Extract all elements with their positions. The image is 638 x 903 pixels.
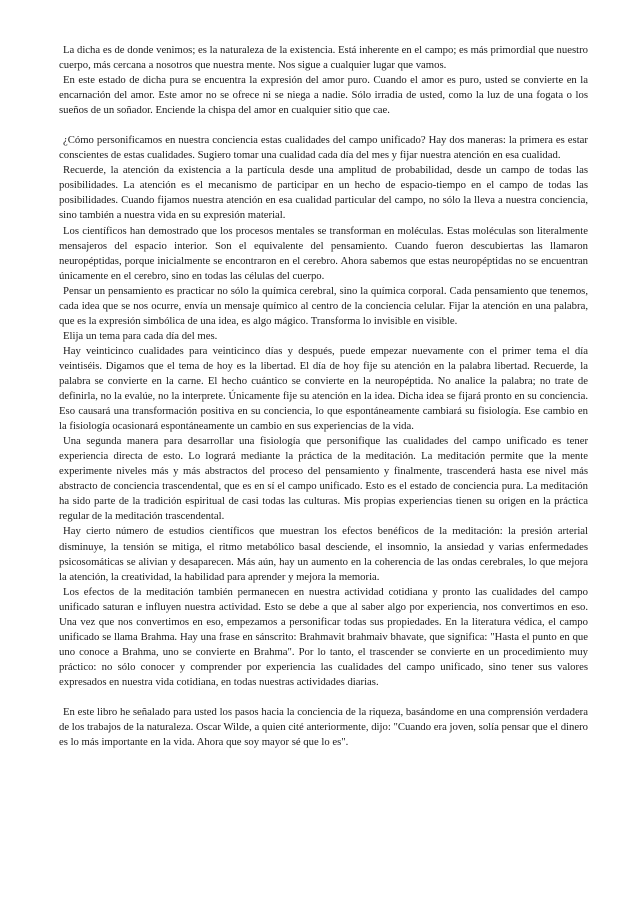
document-page [59,43,588,750]
paragraph: ¿Cómo personificamos en nuestra conciencia estas cualidades del campo unificado? Hay dos maneras: la primera es estar conscientes de estas cualidades. Sugiero tomar una cualidad cada día del mes y fijar nuestra atención en esa cualidad. [59,134,588,162]
paragraph: Los científicos han demostrado que los procesos mentales se transforman en moléculas. Estas moléculas son literalmente mensajeros del espacio interior. Son el equivalente del pensamiento. Cuando fueron descubiertas las llamaron neuropéptidas, porque inicialmente se encontraron en el cerebro. Ahora sabemos que estas neuropéptidas no se encuentran únicamente en el cerebro, sino en todas las células del cuerpo. [59,224,588,282]
paragraph: Elija un tema para cada día del mes. [63,329,218,342]
paragraph: Una segunda manera para desarrollar una fisiología que personifique las cualidades del campo unificado es tener experiencia directa de esto. Lo logrará mediante la práctica de la meditación. La meditación permite que la mente experimente niveles más y más abstractos del proceso del pensamiento y finalmente, trascenderá hasta ese nivel más abstracto de conciencia trascendental, que es en sí el campo unificado. Esto es el estado de conciencia pura. La meditación ha sido parte de la tradición espiritual de casi todas las culturas. Mis propias experiencias tienen su origen en la práctica regular de la meditación trascendental. [59,435,588,523]
paragraph: Hay veinticinco cualidades para veinticinco días y después, puede empezar nuevamente con el primer tema el día veintiséis. Digamos que el tema de hoy es la libertad. El día de hoy fije su atención en la palabra libertad. Recuerde, la palabra se convierte en la carne. El hecho cuántico se convierte en la neuropéptida. No analice la palabra; no trate de definirla, no la evalúe, no la interprete. Únicamente fije su atención en la idea. Dicha idea se fijará pronto en su conciencia. Eso causará una transformación positiva en su conciencia, lo que espontáneamente cambiará su fisiología. Ese cambio en la fisiología ocasionará espontáneamente un cambio en sus experiencias de la vida. [59,344,588,433]
paragraph: Hay cierto número de estudios científicos que muestran los efectos benéficos de la meditación: la presión arterial disminuye, la tensión se mitiga, el ritmo metabólico basal desciende, el insomnio, la ansiedad y varias enfermedades psicosomáticas se alivian y desaparecen. Más aún, hay un aumento en la coherencia de las ondas cerebrales, lo que mejora la atención, la creatividad, la habilidad para aprender y mejora la memoria. [59,525,588,583]
paragraph: Pensar un pensamiento es practicar no sólo la química cerebral, sino la química corporal. Cada pensamiento que tenemos, cada idea que se nos ocurre, envía un mensaje químico al centro de la conciencia celular. Fijar la atención en una palabra, que es la expresión simbólica de una idea, es algo mágico. Transforma lo invisible en visible. [59,284,588,327]
paragraph: Recuerde, la atención da existencia a la partícula desde una amplitud de probabilidad, desde un campo de todas las posibilidades. La atención es el mecanismo de participar en un hecho de espacio-tiempo en el campo de todas las posibilidades. Cuando fijamos nuestra atención en esa cualidad particular del campo, no sólo la lleva a nuestra conciencia, sino también a nuestra vida en su expresión material. [59,164,588,222]
paragraph: En este libro he señalado para usted los pasos hacia la conciencia de la riqueza, basándome en una comprensión verdadera de los trabajos de la naturaleza. Oscar Wilde, a quien cité anteriormente, dijo: "Cuando era joven, solía pensar que el dinero es lo más importante en la vida. Ahora que soy mayor sé que lo es". [59,705,588,749]
paragraph: La dicha es de donde venimos; es la naturaleza de la existencia. Está inherente en el campo; es más primordial que nuestro cuerpo, más cercana a nosotros que nuestra mente. Nos sigue a cualquier lugar que vamos. [59,44,588,72]
paragraph: En este estado de dicha pura se encuentra la expresión del amor puro. Cuando el amor es puro, usted se convierte en la encarnación del amor. Este amor no se ofrece ni se niega a nadie. Sólo irradia de usted, como la luz de una fogata o los sueños de un soñador. Enciende la chispa del amor en cualquier sitio que cae. [59,74,588,117]
paragraph: Los efectos de la meditación también permanecen en nuestra actividad cotidiana y pronto las cualidades del campo unificado saturan e influyen nuestra actividad. Esto se debe a que al saber algo por experiencia, nos convertimos en eso. Una vez que nos convertimos en eso, empezamos a personificar todas sus propiedades. En la literatura védica, el campo unificado se llama Brahma. Hay una frase en sánscrito: Brahmavit brahmaiv bhavate, que significa: "Hasta el punto en que uno conoce a Brahma, uno se convierte en Brahma". Por lo tanto, el trascender se convierte en un procedimiento muy práctico: no sólo conocer y comprender por experiencia las cualidades del campo unificado, sino tener sus valores expresados en nuestra vida cotidiana, en todas nuestras actividades diarias. [59,585,588,688]
